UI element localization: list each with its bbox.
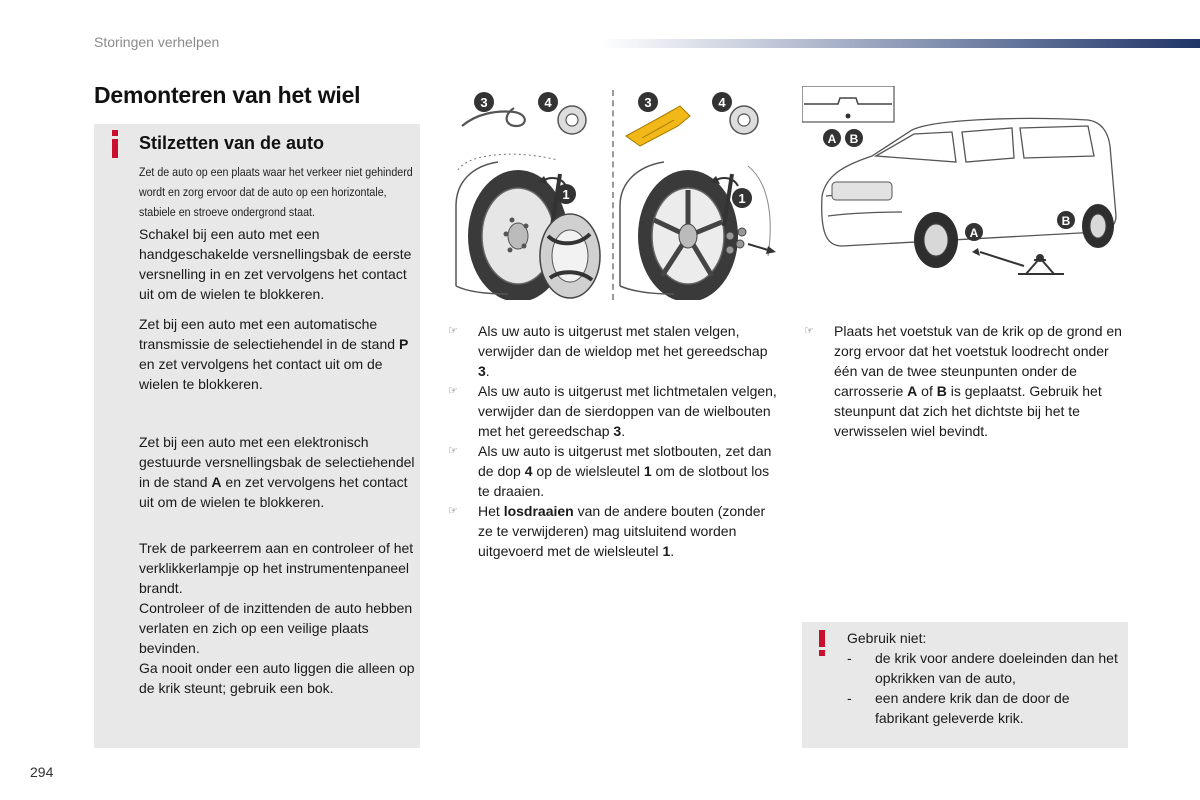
- info-electronic-gearbox-text: Zet bij een auto met een elektronisch gestuurde versnellingsbak de selectiehendel in de stand A en zet vervolgens het contact uit om de wielen te blokkeren.: [139, 434, 415, 510]
- scissor-jack: [1018, 255, 1064, 274]
- wheel-removal-steps: [448, 321, 778, 561]
- steel-wheel-illustration: [448, 86, 610, 300]
- warning-icon: [818, 630, 826, 656]
- callout-3-label: 3: [480, 95, 488, 110]
- warning-item: - de krik voor andere doeleinden dan het opkrikken van de auto,: [847, 650, 1118, 686]
- step-locking-bolts: ☞ Als uw auto is uitgerust met slotbouten, zet dan de dop 4 op de wielsleutel 1 om de slotbout los te draaien.: [448, 443, 772, 499]
- arrow-bullet-icon: ☞: [448, 505, 458, 517]
- info-warning-text: Ga nooit onder een auto liggen die alleen op de krik steunt; gebruik een bok.: [139, 660, 415, 696]
- jack-placement-steps: [804, 321, 1134, 441]
- info-parking-brake-text: Trek de parkeerrem aan en controleer of het verklikkerlampje op het instrumentenpaneel brandt.: [139, 540, 414, 596]
- jack-direction-arrow: [980, 252, 1024, 266]
- arrow-bullet-icon: ☞: [448, 385, 458, 397]
- svg-text:B: B: [1061, 214, 1071, 228]
- arrow-bullet-icon: ☞: [448, 445, 458, 457]
- svg-text:A: A: [827, 132, 837, 146]
- info-manual-gearbox-text: Schakel bij een auto met een handgeschakelde versnellingsbak de eerste versnelling in en zet vervolgens het contact uit om de wielen te blokkeren.: [139, 226, 412, 302]
- info-intro: Zet de auto op een plaats waar het verkeer niet gehinderd wordt en zorg ervoor dat de auto op een horizontale, stabiele en stroeve ondergrond staat.: [139, 165, 413, 219]
- info-automatic-text: Zet bij een auto met een automatische transmissie de selectiehendel in de stand P en zet vervolgens het contact uit om de wielen te blokkeren.: [139, 316, 409, 392]
- van-grille: [832, 182, 892, 200]
- info-safety-text: [139, 538, 415, 698]
- step-alloy-rims: ☞ Als uw auto is uitgerust met lichtmetalen velgen, verwijder dan de sierdoppen van de wielbouten met het gereedschap 3.: [448, 383, 777, 439]
- svg-text:A: A: [969, 226, 979, 240]
- yellow-removal-tool: [626, 106, 690, 146]
- alloy-wheel-illustration: [618, 86, 780, 300]
- svg-text:B: B: [849, 132, 859, 146]
- warning-text: [847, 628, 1122, 728]
- arrow-bullet-icon: ☞: [804, 325, 814, 337]
- callout-4-label: 4: [544, 95, 552, 110]
- step-loosen-bolts: ☞ Het losdraaien van de andere bouten (zonder ze te verwijderen) mag uitsluitend worden uitgevoerd met de wielsleutel 1.: [448, 503, 766, 559]
- car-jack-points-illustration: [802, 86, 1142, 300]
- warning-heading: Gebruik niet:: [847, 630, 927, 646]
- info-title: Stilzetten van de auto: [139, 133, 325, 153]
- illustration-divider: [612, 90, 614, 300]
- page-title: Demonteren van het wiel: [94, 82, 361, 108]
- hubcap-hook-tool: [462, 108, 525, 126]
- arrow-bullet-icon: ☞: [448, 325, 458, 337]
- page-number: 294: [30, 764, 54, 780]
- info-icon: [110, 130, 120, 158]
- warning-item: - een andere krik dan de door de fabrikant geleverde krik.: [847, 690, 1070, 726]
- info-occupants-text: Controleer of de inzittenden de auto hebben verlaten en zich op een veilige plaats bevinden.: [139, 600, 413, 656]
- step-place-jack: ☞ Plaats het voetstuk van de krik op de grond en zorg ervoor dat het voetstuk loodrecht onder één van de twee steunpunten onder de carrosserie A of B is geplaatst. Gebruik het steunpunt dat zich het dichtste bij het te verwisselen wiel bevindt.: [804, 323, 1122, 439]
- callout-3-label: 3: [644, 95, 652, 110]
- step-steel-rims: ☞ Als uw auto is uitgerust met stalen velgen, verwijder dan de wieldop met het gereedschap 3.: [448, 323, 768, 379]
- section-header: Storingen verhelpen: [94, 34, 220, 50]
- callout-1-label: 1: [738, 191, 746, 206]
- header-gradient-bar: [600, 39, 1200, 48]
- callout-4-label: 4: [718, 95, 726, 110]
- callout-1-label: 1: [562, 187, 570, 202]
